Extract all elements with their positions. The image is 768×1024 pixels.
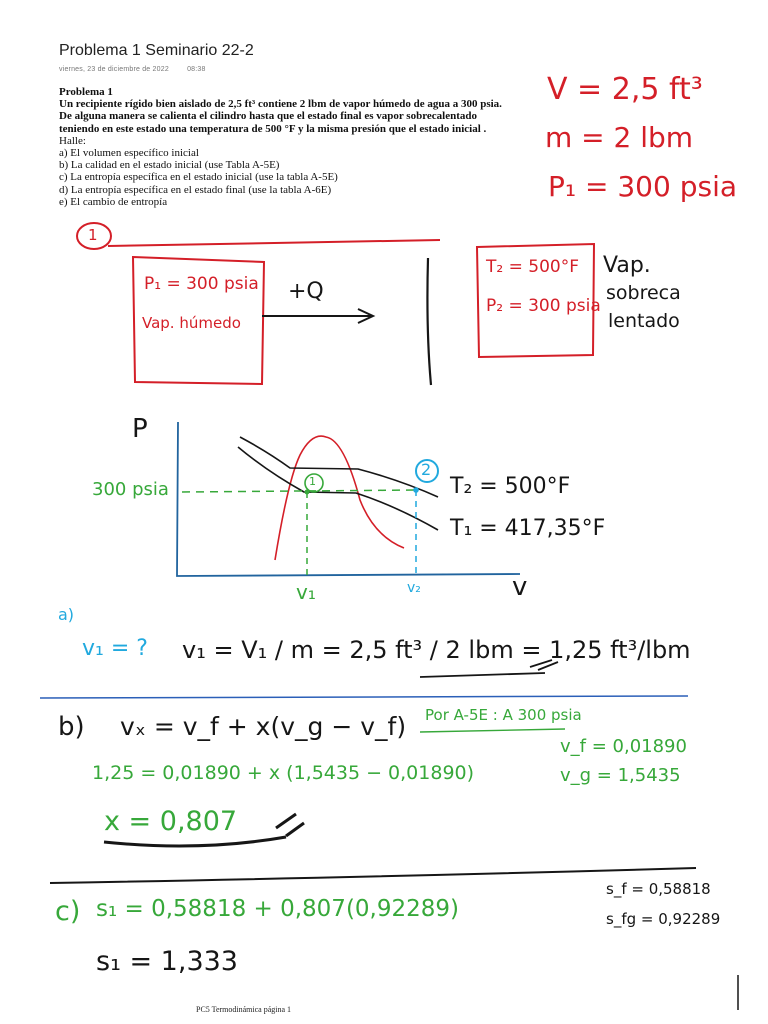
problem-item-d: d) La entropía específica en el estado final (use la tabla A-6E) <box>59 183 332 196</box>
divider-black <box>50 868 696 883</box>
state2-phase-2: sobreca <box>606 282 681 304</box>
page-footer: PC5 Termodinámica página 1 <box>196 1005 292 1014</box>
part-a-question: v₁ = ? <box>82 636 148 661</box>
wall-line <box>427 258 431 385</box>
state2-temperature: T₂ = 500°F <box>486 257 579 277</box>
date-text: viernes, 23 de diciembre de 2022 <box>59 66 169 73</box>
part-b-vf: v_f = 0,01890 <box>560 736 687 757</box>
divider-blue <box>40 696 688 698</box>
diagram-point1-label: 1 <box>309 475 316 488</box>
given-mass: m = 2 lbm <box>545 121 694 154</box>
diagram-point2-label: 2 <box>421 460 432 479</box>
state1-pressure: P₁ = 300 psia <box>144 274 259 294</box>
given-pressure: P₁ = 300 psia <box>548 170 738 203</box>
state1-number: 1 <box>88 226 98 244</box>
state2-phase-1: Vap. <box>603 253 651 278</box>
heat-arrow <box>262 309 373 323</box>
part-b-result: x = 0,807 <box>104 806 238 837</box>
diagram-t1-label: T₁ = 417,35°F <box>450 516 606 541</box>
diagram-t2-label: T₂ = 500°F <box>450 474 571 499</box>
statement-line: teniendo en este estado una temperatura de 500 °F y la misma presión que el estado inicial . <box>59 122 487 135</box>
state2-phase-3: lentado <box>608 310 680 332</box>
part-c-equation: s₁ = 0,58818 + 0,807(0,92289) <box>96 896 460 922</box>
time-text: 08:38 <box>187 66 206 73</box>
problem-heading: Problema 1 <box>59 86 113 98</box>
given-volume: V = 2,5 ft³ <box>547 72 703 107</box>
part-b-label: b) <box>58 712 85 742</box>
diagram-v2-label: v₂ <box>407 580 421 596</box>
part-a-label: a) <box>58 605 75 624</box>
pressure-dashed-line <box>182 490 418 492</box>
problem-item-b: b) La calidad en el estado inicial (use Tabla A-5E) <box>59 159 280 172</box>
halle-label: Halle: <box>59 134 86 147</box>
state2-pressure: P₂ = 300 psia <box>486 296 601 316</box>
state1-underline <box>108 240 440 246</box>
point1-dot <box>305 490 310 495</box>
part-b-substitution: 1,25 = 0,01890 + x (1,5435 − 0,01890) <box>92 762 475 784</box>
problem-item-e: e) El cambio de entropía <box>59 195 168 208</box>
part-c-label: c) <box>55 896 81 927</box>
table-note-underline <box>420 729 565 732</box>
problem-item-c: c) La entropía específica en el estado inicial (use la tabla A-5E) <box>59 171 338 184</box>
diagram-y-axis-label: P <box>132 414 148 444</box>
part-a-equation: v₁ = V₁ / m = 2,5 ft³ / 2 lbm = 1,25 ft³/lbm <box>182 636 691 664</box>
diagram-axes <box>177 422 520 576</box>
saturation-dome <box>275 436 404 560</box>
part-b-table-note: Por A-5E : A 300 psia <box>425 706 582 724</box>
problem-item-a: a) El volumen específico inicial <box>59 147 199 160</box>
part-c-sfg: s_fg = 0,92289 <box>606 910 721 928</box>
statement-line: De alguna manera se calienta el cilindro hasta que el estado final es vapor sobrecalentado <box>59 110 477 123</box>
state1-phase: Vap. húmedo <box>142 314 241 332</box>
diagram-pressure-label: 300 psia <box>92 479 169 500</box>
diagram-x-axis-label: v <box>512 572 528 602</box>
point2-dot <box>413 487 419 493</box>
page-title: Problema 1 Seminario 22-2 <box>59 42 254 59</box>
statement-line: Un recipiente rígido bien aislado de 2,5 ft³ contiene 2 lbm de vapor húmedo de agua a 300 psia. <box>59 98 502 111</box>
part-b-formula: vₓ = v_f + x(v_g − v_f) <box>120 712 407 741</box>
diagram-v1-label: v₁ <box>296 580 316 604</box>
part-c-sf: s_f = 0,58818 <box>606 880 711 898</box>
part-b-vg: v_g = 1,5435 <box>560 765 681 786</box>
heat-label: +Q <box>288 279 324 304</box>
part-c-result: s₁ = 1,333 <box>96 946 238 977</box>
isotherm-t1 <box>238 447 438 530</box>
